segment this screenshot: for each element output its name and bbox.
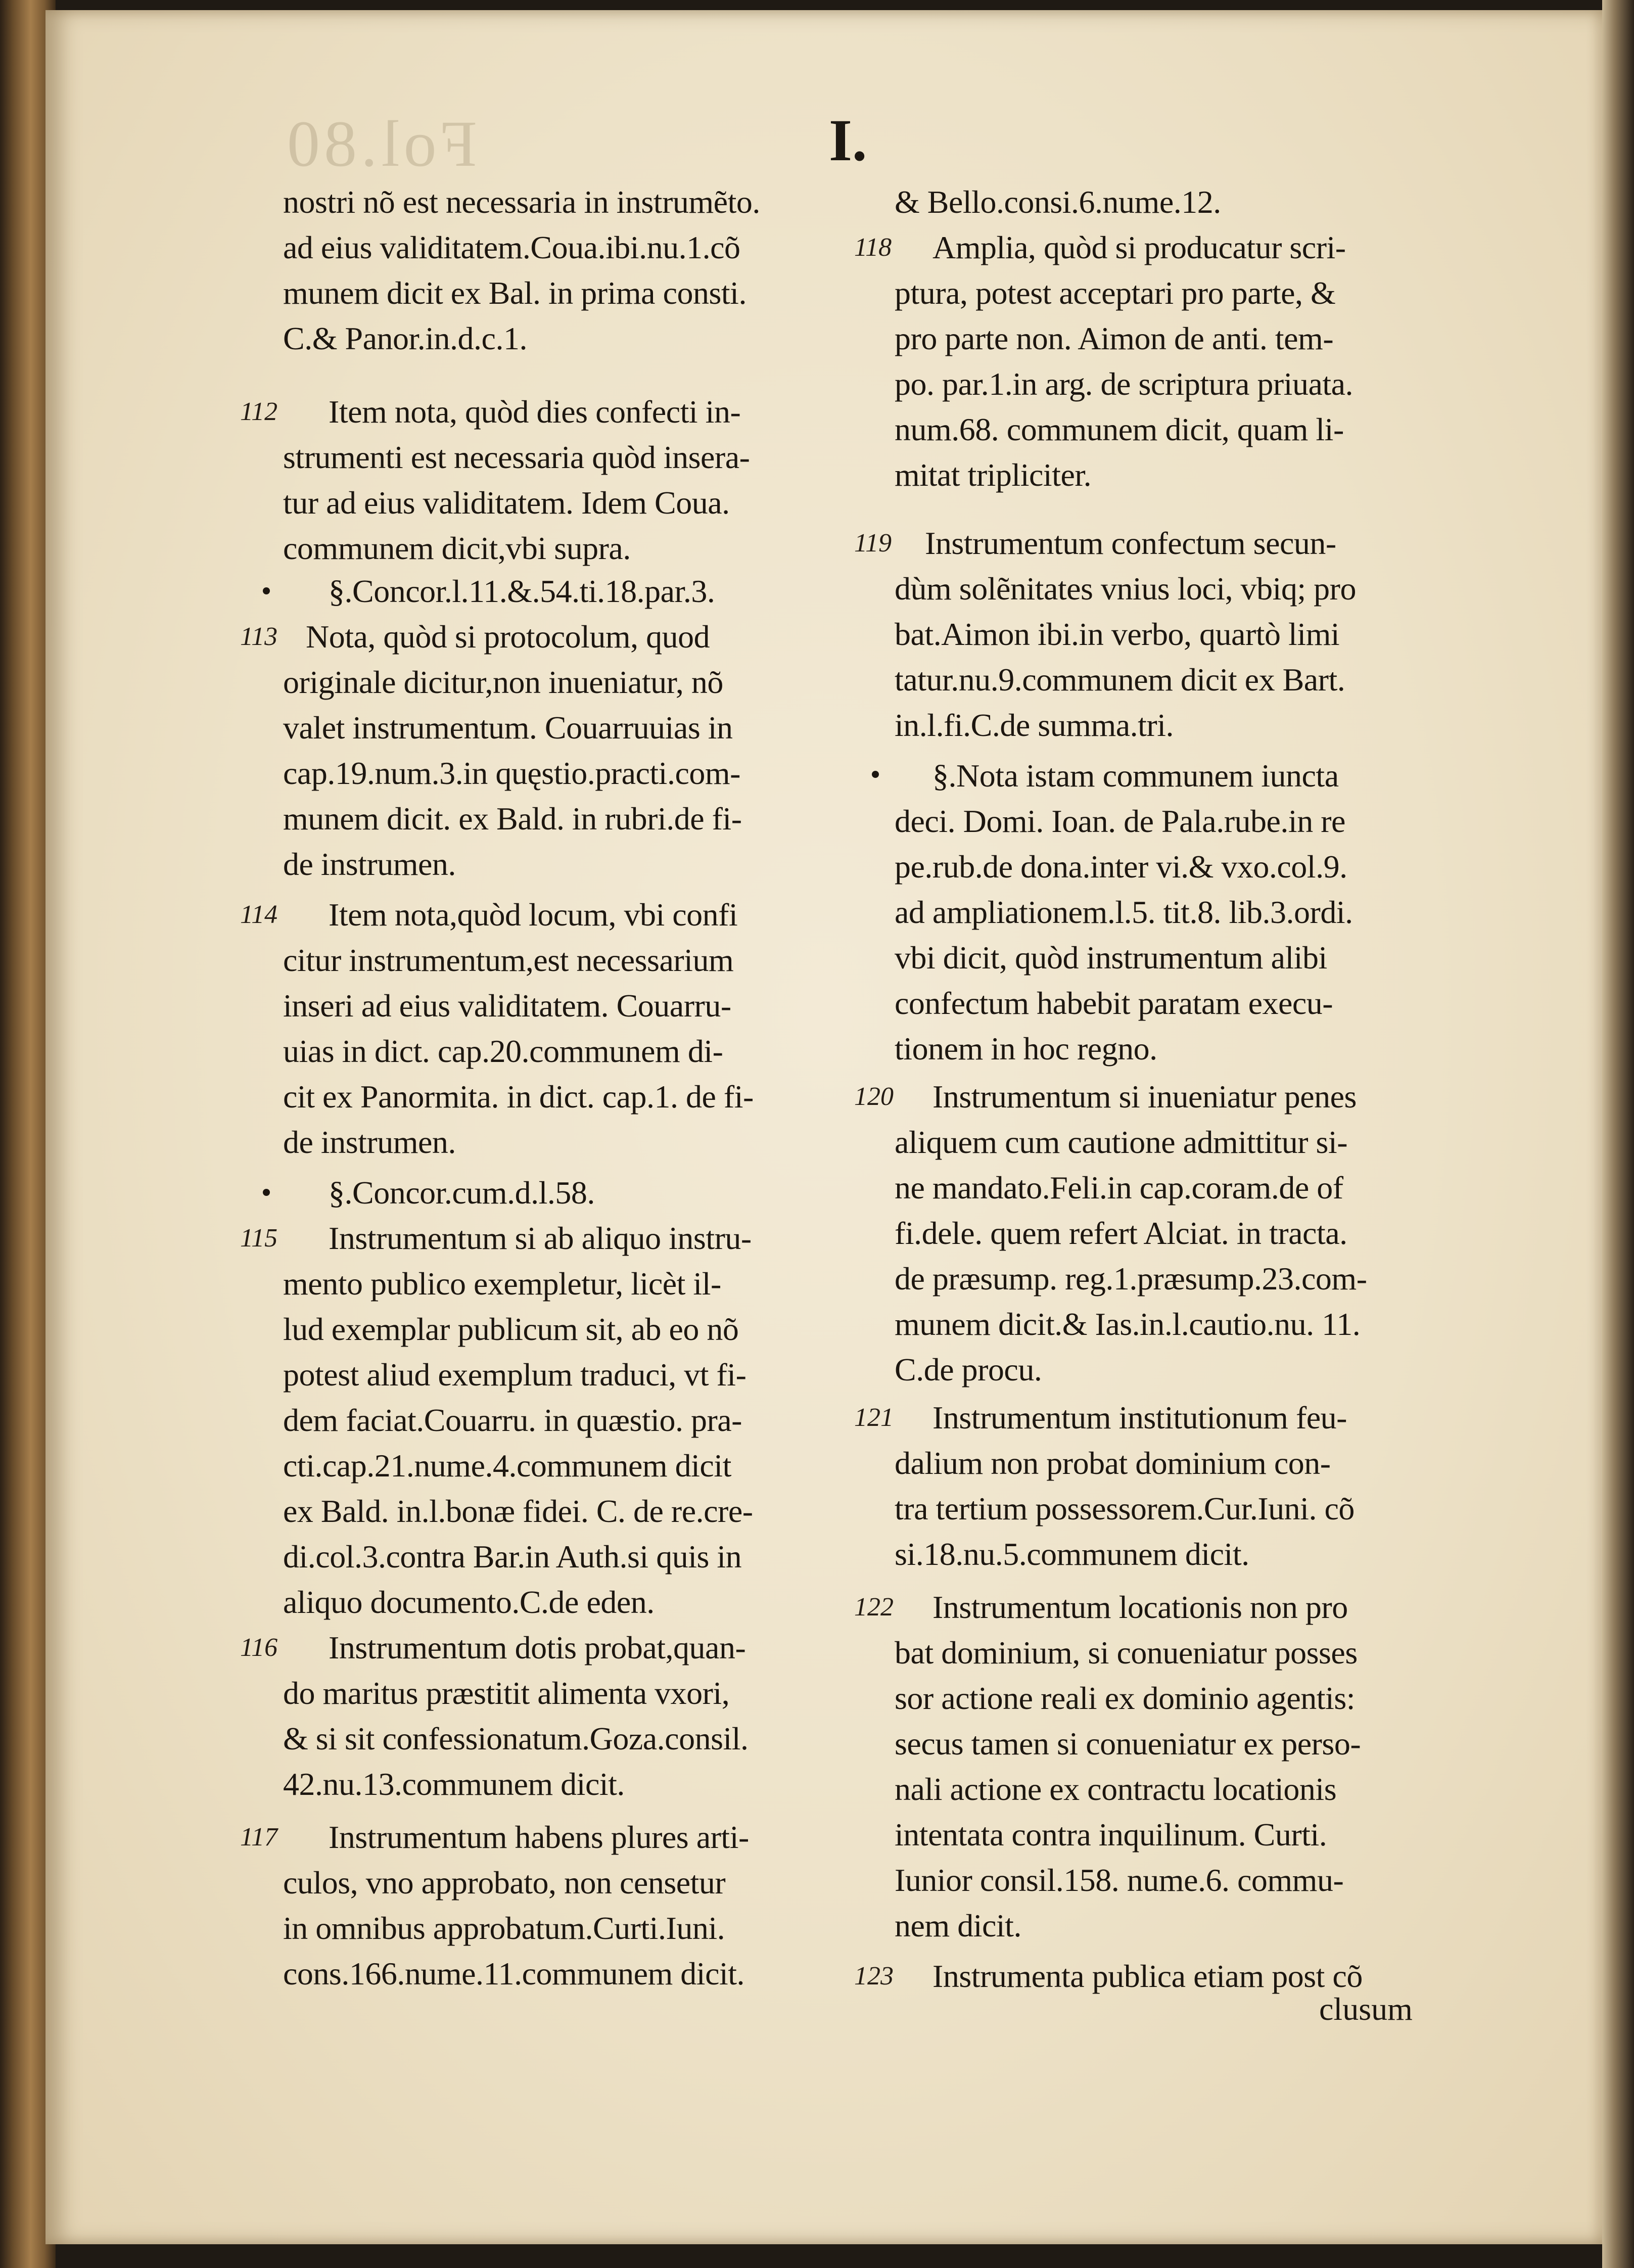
text-line: Instrumentum institutionum feu- <box>932 1400 1347 1436</box>
text-line: uias in dict. cap.20.communem di- <box>283 1033 723 1069</box>
text-line: nem dicit. <box>895 1908 1021 1943</box>
text-line: aliquem cum cautione admittitur si- <box>895 1124 1348 1160</box>
text-line: Instrumentum si inueniatur penes <box>932 1079 1357 1115</box>
text-line: lud exemplar publicum sit, ab eo nõ <box>283 1311 739 1347</box>
text-line: munem dicit ex Bal. in prima consti. <box>283 275 746 311</box>
text-line: di.col.3.contra Bar.in Auth.si quis in <box>283 1539 742 1575</box>
text-line: §.Nota istam communem iuncta <box>932 758 1339 794</box>
text-line: & Bello.consi.6.nume.12. <box>895 184 1221 220</box>
text-line: strumenti est necessaria quòd insera- <box>283 439 750 475</box>
text-line: Item nota,quòd locum, vbi confi <box>329 897 738 933</box>
text-line: pe.rub.de dona.inter vi.& vxo.col.9. <box>895 849 1347 885</box>
text-line: sor actione reali ex dominio agentis: <box>895 1680 1355 1716</box>
text-line: in omnibus approbatum.Curti.Iuni. <box>283 1910 725 1946</box>
text-line: nali actione ex contractu locationis <box>895 1771 1337 1807</box>
paragraph-number: 114 <box>240 900 278 929</box>
text-line: po. par.1.in arg. de scriptura priuata. <box>895 366 1353 402</box>
text-line: fi.dele. quem refert Alciat. in tracta. <box>895 1215 1347 1251</box>
text-line: Amplia, quòd si producatur scri- <box>932 229 1346 265</box>
text-line: 42.nu.13.communem dicit. <box>283 1766 625 1802</box>
text-line: tur ad eius validitatem. Idem Coua. <box>283 485 730 521</box>
text-line: nostri nõ est necessaria in instrumẽto. <box>283 184 760 220</box>
text-line: potest aliud exemplum traduci, vt fi- <box>283 1357 746 1393</box>
paragraph-number: 116 <box>240 1633 278 1662</box>
text-line: confectum habebit paratam execu- <box>895 985 1333 1021</box>
text-line: Instrumentum habens plures arti- <box>329 1819 749 1855</box>
text-line: citur instrumentum,est necessarium <box>283 942 734 978</box>
text-line: dùm solẽnitates vnius loci, vbiq; pro <box>895 571 1356 607</box>
catchword: clusum <box>1319 1991 1413 2027</box>
paragraph-number: 113 <box>240 622 278 651</box>
page-edge <box>1602 0 1634 2268</box>
text-line: C.de procu. <box>895 1352 1042 1387</box>
paragraph-number: 115 <box>240 1224 278 1253</box>
paragraph-number: 121 <box>854 1403 894 1432</box>
text-line: ad ampliationem.l.5. tit.8. lib.3.ordi. <box>895 894 1353 930</box>
paragraph-number: 120 <box>854 1082 894 1111</box>
text-line: bat.Aimon ibi.in verbo, quartò limi <box>895 616 1340 652</box>
text-line: valet instrumentum. Couarruuias in <box>283 710 733 746</box>
text-line: mento publico exempletur, licèt il- <box>283 1266 721 1302</box>
text-line: Instrumentum si ab aliquo instru- <box>329 1220 752 1256</box>
paragraph-bullet <box>263 1189 270 1196</box>
text-line: culos, vno approbato, non censetur <box>283 1865 726 1901</box>
text-line: Item nota, quòd dies confecti in- <box>329 394 741 430</box>
text-line: cit ex Panormita. in dict. cap.1. de fi- <box>283 1079 754 1115</box>
text-line: Iunior consil.158. nume.6. commu- <box>895 1862 1344 1898</box>
paragraph-bullet <box>263 587 270 594</box>
text-line: num.68. communem dicit, quam li- <box>895 411 1344 447</box>
text-line: cons.166.nume.11.communem dicit. <box>283 1956 745 1992</box>
text-line: do maritus præstitit alimenta vxori, <box>283 1675 730 1711</box>
paragraph-bullet <box>872 771 879 778</box>
text-line: de instrumen. <box>283 1124 456 1160</box>
text-line: pro parte non. Aimon de anti. tem- <box>895 320 1334 356</box>
text-line: Instrumentum confectum secun- <box>925 525 1336 561</box>
text-line: ptura, potest acceptari pro parte, & <box>895 275 1336 311</box>
text-line: originale dicitur,non inueniatur, nõ <box>283 664 723 700</box>
paragraph-number: 117 <box>240 1823 278 1852</box>
text-line: tionem in hoc regno. <box>895 1031 1157 1067</box>
text-line: munem dicit. ex Bald. in rubri.de fi- <box>283 801 742 837</box>
text-line: ad eius validitatem.Coua.ibi.nu.1.cõ <box>283 229 740 265</box>
text-line: Nota, quòd si protocolum, quod <box>306 619 710 655</box>
text-line: inseri ad eius validitatem. Couarru- <box>283 988 731 1024</box>
text-line: C.& Panor.in.d.c.1. <box>283 320 527 356</box>
paragraph-number: 122 <box>854 1593 894 1622</box>
text-line: Instrumentum locationis non pro <box>932 1589 1348 1625</box>
text-line: dem faciat.Couarru. in quæstio. pra- <box>283 1402 742 1438</box>
text-line: intentata contra inquilinum. Curti. <box>895 1817 1327 1853</box>
text-line: tra tertium possessorem.Cur.Iuni. cõ <box>895 1491 1355 1526</box>
text-line: Instrumentum dotis probat,quan- <box>329 1630 746 1665</box>
text-line: ne mandato.Feli.in cap.coram.de of <box>895 1170 1343 1206</box>
paragraph-number: 118 <box>854 233 892 262</box>
paragraph-number: 112 <box>240 397 278 426</box>
text-line: mitat tripliciter. <box>895 457 1092 493</box>
text-line: de instrumen. <box>283 846 456 882</box>
text-line: Instrumenta publica etiam post cõ <box>932 1958 1363 1994</box>
text-line: si.18.nu.5.communem dicit. <box>895 1536 1249 1572</box>
text-line: §.Concor.cum.d.l.58. <box>329 1175 595 1211</box>
text-line: bat dominium, si conueniatur posses <box>895 1635 1358 1671</box>
running-head: I. <box>829 107 867 173</box>
paragraph-number: 123 <box>854 1962 894 1991</box>
text-line: §.Concor.l.11.&.54.ti.18.par.3. <box>329 573 715 609</box>
text-line: deci. Domi. Ioan. de Pala.rube.in re <box>895 803 1345 839</box>
text-line: & si sit confessionatum.Goza.consil. <box>283 1721 749 1756</box>
text-line: communem dicit,vbi supra. <box>283 530 631 566</box>
text-line: vbi dicit, quòd instrumentum alibi <box>895 940 1327 976</box>
text-line: cti.cap.21.nume.4.communem dicit <box>283 1448 731 1484</box>
paragraph-number: 119 <box>854 529 892 558</box>
text-line: munem dicit.& Ias.in.l.cautio.nu. 11. <box>895 1306 1361 1342</box>
text-line: dalium non probat dominium con- <box>895 1445 1331 1481</box>
text-line: aliquo documento.C.de eden. <box>283 1584 655 1620</box>
text-line: ex Bald. in.l.bonæ fidei. C. de re.cre- <box>283 1493 753 1529</box>
text-line: tatur.nu.9.communem dicit ex Bart. <box>895 662 1345 698</box>
bleed-through-text: Fol.80 <box>283 108 477 180</box>
text-line: de præsump. reg.1.præsump.23.com- <box>895 1261 1367 1297</box>
text-line: in.l.fi.C.de summa.tri. <box>895 707 1174 743</box>
text-line: cap.19.num.3.in quęstio.practi.com- <box>283 755 740 791</box>
book-page <box>45 10 1602 2244</box>
text-line: secus tamen si conueniatur ex perso- <box>895 1726 1361 1762</box>
